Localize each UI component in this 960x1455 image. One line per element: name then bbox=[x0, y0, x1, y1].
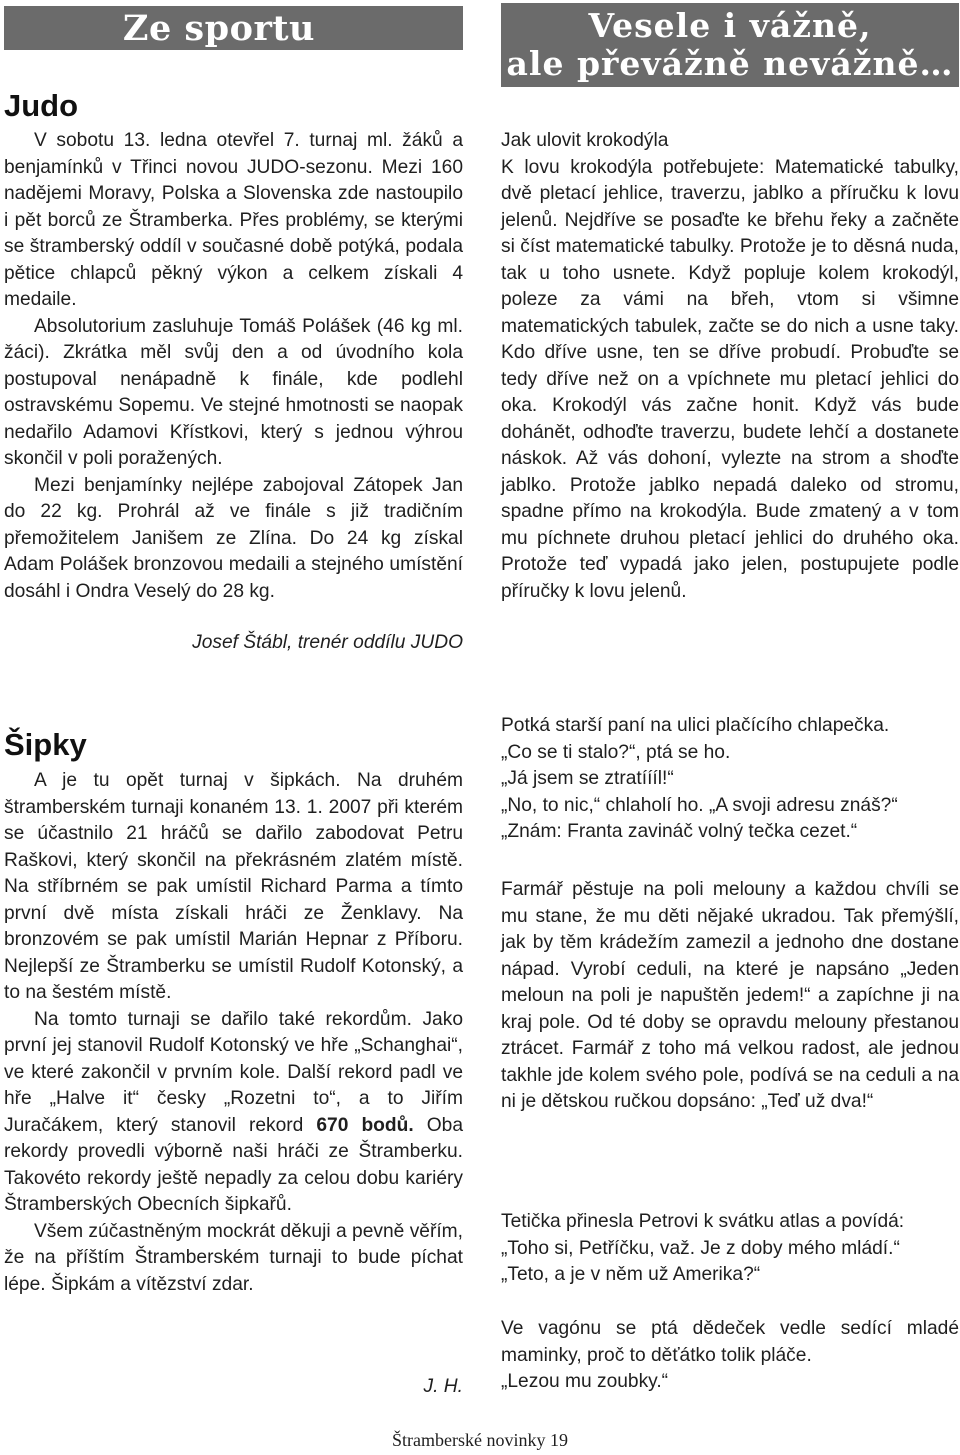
judo-paragraph-3: Mezi benjamínky nejlépe zabojoval Zátopek Jan do 22 kg. Prohrál až ve finále s již tradičním přemožitelem Janišem ze Zlína. Do 24 kg získal Adam Polášek bronzovou medaili a stejného umístění dosáhl i Ondra Veselý do 28 kg. bbox=[4, 474, 463, 602]
sipky-paragraph-2b: Oba rekordy provedli výborně naši hráči ze Štramberku. Takovéto rekordy ještě nepadly za celou dobu kariéry Štramberských Obecních šipkařů. bbox=[4, 1114, 463, 1215]
sipky-signature: J. H. bbox=[423, 1376, 463, 1397]
crocodile-joke bbox=[501, 128, 959, 605]
joke-line: Ve vagónu se ptá dědeček vedle sedící mladé maminky, proč to děťátko tolik pláče. bbox=[501, 1318, 959, 1366]
joke-line: „Teto, a je v něm už Amerika?“ bbox=[501, 1264, 761, 1285]
lost-boy-joke bbox=[501, 713, 959, 846]
atlas-joke bbox=[501, 1209, 959, 1289]
joke-line: „Toho si, Petříčku, važ. Je z doby mého mládí.“ bbox=[501, 1237, 900, 1259]
sipky-paragraph-3: Všem zúčastněným mockrát děkuji a pevně věřím, že na příštím Štramberském turnaji to bude píchat lépe. Šipkám a vítězství zdar. bbox=[4, 1220, 463, 1295]
banner-line-2: ale převážně nevážně… bbox=[506, 44, 954, 83]
judo-heading: Judo bbox=[4, 88, 79, 123]
judo-signature: Josef Štábl, trenér oddílu JUDO bbox=[192, 632, 463, 653]
train-joke bbox=[501, 1316, 959, 1396]
section-banner-title: Ze sportu bbox=[122, 8, 315, 49]
banner-line-1: Vesele i vážně, bbox=[588, 6, 872, 45]
crocodile-title: Jak ulovit krokodýla bbox=[501, 130, 669, 151]
judo-paragraph-1: V sobotu 13. ledna otevřel 7. turnaj ml. žáků a benjamínků v Třinci novou JUDO-sezonu. Mezi 160 nadějemi Moravy, Polska a Slovenska zde nastoupilo i pět borců ze Štramberka. Přes problémy, se kterými se štramberský oddíl v současné době potýká, podala pětice chlapců pěkný výkon a celkem získali 4 medaile. bbox=[4, 130, 463, 310]
joke-line: „Co se ti stalo?“, ptá se ho. bbox=[501, 741, 731, 763]
sipky-paragraph-2 bbox=[4, 1007, 463, 1219]
melon-joke bbox=[501, 877, 959, 1116]
section-banner-humor bbox=[501, 3, 959, 87]
melon-text: Farmář pěstuje na poli melouny a každou chvíli se mu stane, že mu děti nějaké ukradou. Tak přemýšlí, jak by těm krádežím zamezil a jednoho dne dostane nápad. Vyrobí ceduli, na které je napsáno „Jeden meloun na poli je napuštěn jedem!“ a zapíchne ji na kraj pole. Od té doby se opravdu melouny přestanou ztrácet. Farmář z toho má velkou radost, ale jednou takhle jde kolem svého pole, podívá se na ceduli a na ni je dětskou ručkou dopsáno: „Teď už dva!“ bbox=[501, 879, 959, 1112]
sipky-heading: Šipky bbox=[4, 727, 87, 762]
joke-line: „Znám: Franta zavináč volný tečka cezet.“ bbox=[501, 821, 858, 842]
sipky-article bbox=[4, 768, 463, 1298]
joke-line: Tetička přinesla Petrovi k svátku atlas a povídá: bbox=[501, 1211, 905, 1232]
judo-article bbox=[4, 128, 463, 605]
page-footer: Štramberské novinky 19 bbox=[392, 1430, 568, 1450]
joke-line: „Já jsem se ztratíííl!“ bbox=[501, 768, 674, 789]
sipky-paragraph-1: A je tu opět turnaj v šipkách. Na druhém štramberském turnaji konaném 13. 1. 2007 při kterém se účastnilo 21 hráčů se dařilo zabodovat Petru Raškovi, který skončil na překrásném zlatém místě. Na stříbrném se pak umístil Richard Parma a tímto první dvě místa získali hráči ze Ženklavy. Na bronzovém se pak umístil Marián Hepnar z Příboru. Nejlepší ze Štramberku se umístil Rudolf Kotonský, a to na šestém místě. bbox=[4, 770, 463, 1003]
crocodile-text: K lovu krokodýla potřebujete: Matematické tabulky, dvě pletací jehlice, traverzu, jablko a příručku k lovu jelenů. Nejdříve se posaďte ke břehu řeky a začněte si číst matematické tabulky. Protože je to děsná nuda, tak u toho usnete. Když popluje kolem krokodýl, poleze za vámi na břeh, vtom si všimne matematických tabulek, začte se do nich a usne taky. Kdo dříve usne, ten se dříve probudí. Probuďte se tedy dříve než on a vpíchnete mu pletací jehlici do oka. Krokodýl vás začne honit. Když vás bude dohánět, odhoďte traverzu, budete lehčí a dostanete náskok. Až vás dohoní, vylezte na strom a shoďte jablko. Protože jablko nepadá daleko od stromu, spadne přímo na krokodýla. Bude zmatený a v tom mu píchnete druhou pletací jehlici do druhého oka. Protože teď vypadá jako jelen, postupujete podle příručky k lovu jelenů. bbox=[501, 156, 959, 602]
record-points: 670 bodů. bbox=[316, 1114, 414, 1136]
joke-line: „No, to nic,“ chlaholí ho. „A svoji adresu znáš?“ bbox=[501, 794, 898, 816]
judo-paragraph-2: Absolutorium zasluhuje Tomáš Polášek (46 kg ml. žáci). Zkrátka měl svůj den a od úvodního kola postupoval nenápadně k finále, kde podlehl ostravskému Sopemu. Ve stejné hmotnosti se naopak nedařilo Adamovi Křístkovi, který s jednou výhrou skončil v poli poražených. bbox=[4, 315, 463, 469]
section-banner-sport bbox=[4, 6, 463, 50]
sipky-paragraph-2a: Na tomto turnaji se dařilo také rekordům. Jako první jej stanovil Rudolf Kotonský ve hře „Schanghai“, ve které zakončil v prvním kole. Další rekord padl ve hře „Halve it“ česky „Rozetni to“, a to Jiřím Juračákem, který stanovil rekord bbox=[4, 1008, 463, 1136]
joke-line: „Lezou mu zoubky.“ bbox=[501, 1371, 669, 1392]
joke-line: Potká starší paní na ulici plačícího chlapečka. bbox=[501, 715, 890, 736]
